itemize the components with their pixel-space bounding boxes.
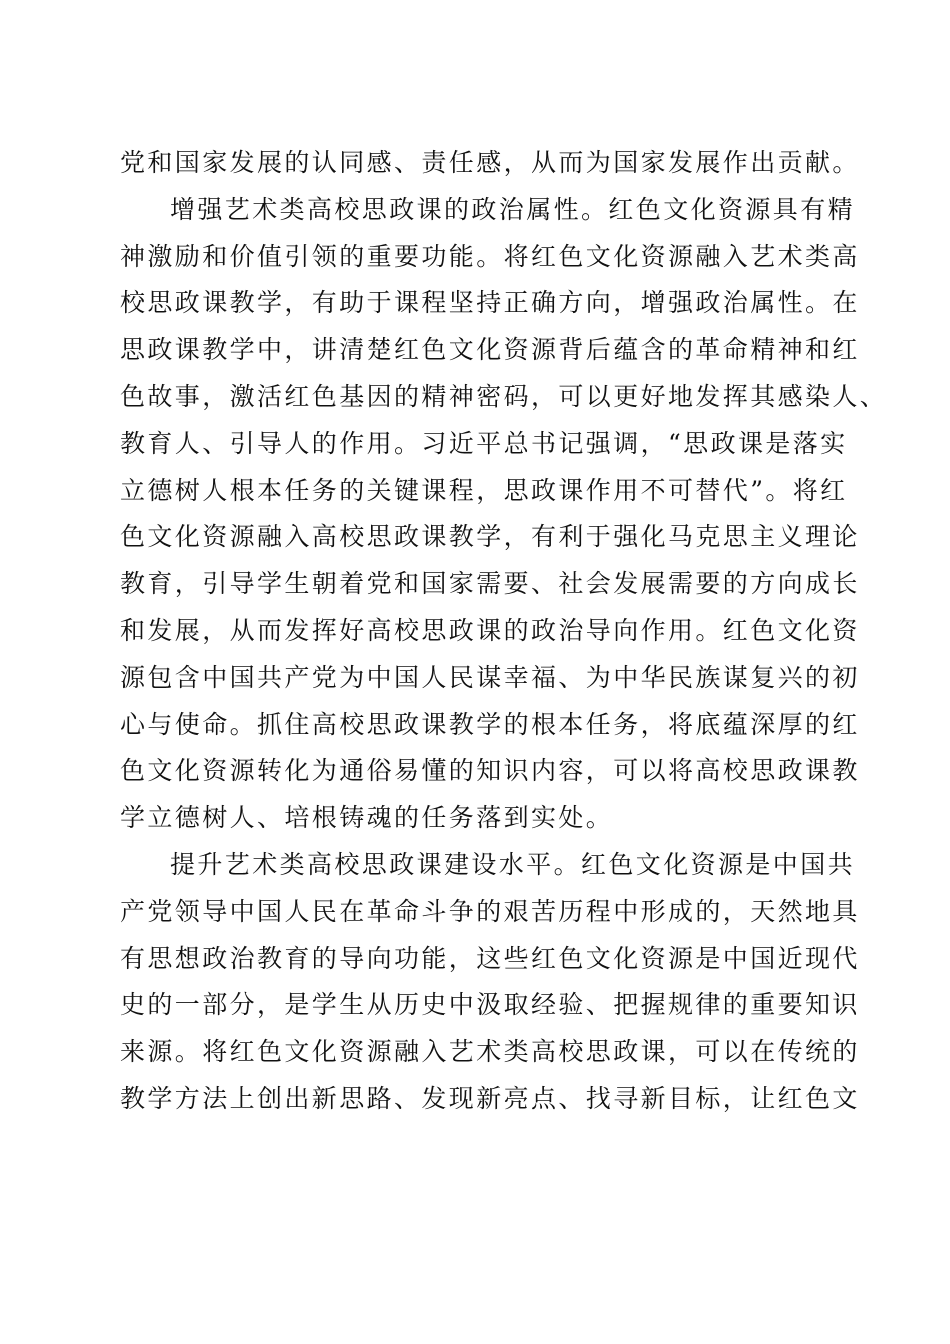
text-line: 校思政课教学，有助于课程坚持正确方向，增强政治属性。在 xyxy=(120,288,860,318)
text-line: 立德树人根本任务的关键课程，思政课作用不可替代”。将红 xyxy=(120,475,848,505)
text-line: 和发展，从而发挥好高校思政课的政治导向作用。红色文化资 xyxy=(120,615,860,645)
text-line: 神激励和价值引领的重要功能。将红色文化资源融入艺术类高 xyxy=(120,241,860,271)
paragraph-start-line: 提升艺术类高校思政课建设水平。红色文化资源是中国共 xyxy=(170,849,856,879)
text-line: 源包含中国共产党为中国人民谋幸福、为中华民族谋复兴的初 xyxy=(120,662,860,692)
text-line: 来源。将红色文化资源融入艺术类高校思政课，可以在传统的 xyxy=(120,1037,860,1067)
text-line: 心与使命。抓住高校思政课教学的根本任务，将底蕴深厚的红 xyxy=(120,709,860,739)
text-line: 教学方法上创出新思路、发现新亮点、找寻新目标，让红色文 xyxy=(120,1083,860,1113)
text-line: 史的一部分，是学生从历史中汲取经验、把握规律的重要知识 xyxy=(120,990,860,1020)
body-text xyxy=(120,140,888,1123)
paragraph-start-line: 增强艺术类高校思政课的政治属性。红色文化资源具有精 xyxy=(170,194,856,224)
text-line: 色故事，激活红色基因的精神密码，可以更好地发挥其感染人、 xyxy=(120,381,888,411)
text-line: 教育人、引导人的作用。习近平总书记强调，“思政课是落实 xyxy=(120,428,848,458)
text-line: 产党领导中国人民在革命斗争的艰苦历程中形成的，天然地具 xyxy=(120,896,860,926)
text-line: 学立德树人、培根铸魂的任务落到实处。 xyxy=(120,803,614,833)
text-line: 色文化资源融入高校思政课教学，有利于强化马克思主义理论 xyxy=(120,522,860,552)
text-line: 教育，引导学生朝着党和国家需要、社会发展需要的方向成长 xyxy=(120,569,860,599)
text-line: 党和国家发展的认同感、责任感，从而为国家发展作出贡献。 xyxy=(120,148,860,177)
text-line: 有思想政治教育的导向功能，这些红色文化资源是中国近现代 xyxy=(120,943,860,973)
text-line: 思政课教学中，讲清楚红色文化资源背后蕴含的革命精神和红 xyxy=(120,335,860,365)
text-line: 色文化资源转化为通俗易懂的知识内容，可以将高校思政课教 xyxy=(120,756,860,786)
